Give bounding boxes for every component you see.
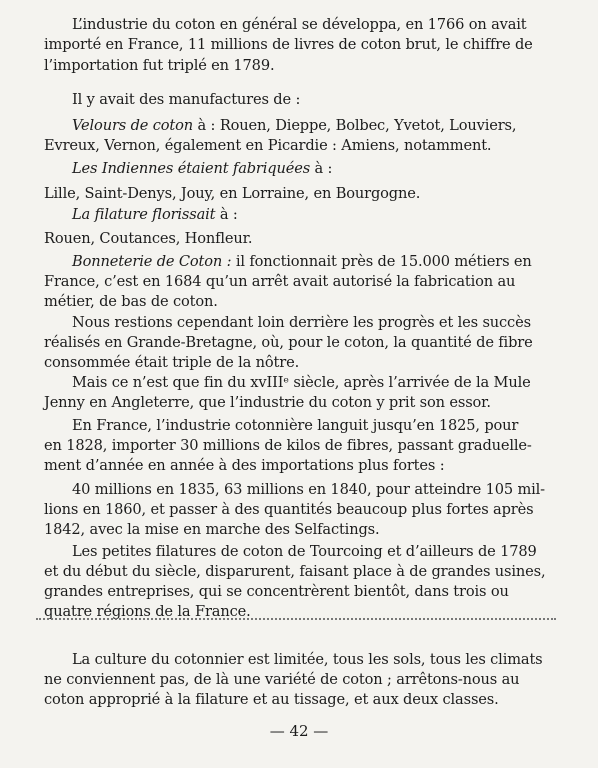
paragraph-6-line-1 [72, 252, 532, 272]
paragraph-6-line-2: France, c’est en 1684 qu’un arrêt avait autorisé la fabrication au [44, 273, 516, 290]
filature-label: La filature florissait [72, 206, 216, 223]
paragraph-9-line-1: En France, l’industrie cotonnière languit jusqu’en 1825, pour [72, 417, 519, 434]
bonneterie-label: Bonneterie de Coton : [72, 253, 232, 270]
paragraph-7-line-1: Nous restions cependant loin derrière les progrès et les succès [72, 314, 531, 331]
paragraph-4-line-1 [72, 159, 332, 179]
paragraph-11-line-4: quatre régions de la France. [44, 603, 251, 620]
paragraph-7-line-2: réalisés en Grande-Bretagne, où, pour le coton, la quantité de fibre [44, 334, 533, 351]
paragraph-8-line-2: Jenny en Angleterre, que l’industrie du coton y prit son essor. [44, 394, 491, 411]
paragraph-6-line-3: métier, de bas de coton. [44, 293, 218, 310]
paragraph-12-line-2: ne conviennent pas, de là une variété de coton ; arrêtons-nous au [44, 671, 520, 688]
paragraph-11-line-3: grandes entreprises, qui se concentrèrent bientôt, dans trois ou [44, 583, 509, 600]
paragraph-1-line-1: L’industrie du coton en général se développa, en 1766 on avait [72, 16, 527, 33]
paragraph-1-line-2: importé en France, 11 millions de livres de coton brut, le chiffre de [44, 36, 533, 53]
paragraph-5-line-1-rest: à : [215, 206, 238, 223]
paragraph-9-line-3: ment d’année en année à des importations plus fortes : [44, 457, 445, 474]
paragraph-6-line-1-rest: il fonctionnait près de 15.000 métiers en [231, 253, 532, 270]
paragraph-3-line-1 [72, 116, 516, 136]
paragraph-4-line-1-rest: à : [310, 160, 333, 177]
paragraph-10-line-2: lions en 1860, et passer à des quantités beaucoup plus fortes après [44, 501, 534, 518]
page-number: — 42 — [269, 722, 329, 740]
paragraph-3-line-2: Evreux, Vernon, également en Picardie : Amiens, notamment. [44, 137, 492, 154]
indiennes-label: Les Indiennes étaient fabriquées [72, 160, 311, 177]
paragraph-11-line-2: et du début du siècle, disparurent, faisant place à de grandes usines, [44, 563, 546, 580]
dotted-separator [36, 618, 556, 620]
paragraph-4-line-2: Lille, Saint-Denys, Jouy, en Lorraine, en Bourgogne. [44, 185, 421, 202]
paragraph-1-line-3: l’importation fut triplé en 1789. [44, 57, 275, 74]
paragraph-5-line-2: Rouen, Coutances, Honfleur. [44, 230, 253, 247]
paragraph-10-line-3: 1842, avec la mise en marche des Selfactings. [44, 521, 380, 538]
paragraph-12-line-3: coton approprié à la filature et au tissage, et aux deux classes. [44, 691, 499, 708]
paragraph-5-line-1 [72, 205, 238, 225]
paragraph-3-line-1-rest: à : Rouen, Dieppe, Bolbec, Yvetot, Louviers, [193, 117, 517, 134]
paragraph-7-line-3: consommée était triple de la nôtre. [44, 354, 300, 371]
paragraph-2-line-1: Il y avait des manufactures de : [72, 91, 301, 108]
paragraph-9-line-2: en 1828, importer 30 millions de kilos de fibres, passant graduelle- [44, 437, 532, 454]
paragraph-11-line-1: Les petites filatures de coton de Tourcoing et d’ailleurs de 1789 [72, 543, 537, 560]
paragraph-10-line-1: 40 millions en 1835, 63 millions en 1840, pour atteindre 105 mil- [72, 481, 545, 498]
paragraph-12-line-1: La culture du cotonnier est limitée, tous les sols, tous les climats [72, 651, 543, 668]
paragraph-8-line-1: Mais ce n’est que fin du xvIIIᵉ siècle, après l’arrivée de la Mule [72, 374, 531, 391]
velours-label: Velours de coton [72, 117, 194, 134]
